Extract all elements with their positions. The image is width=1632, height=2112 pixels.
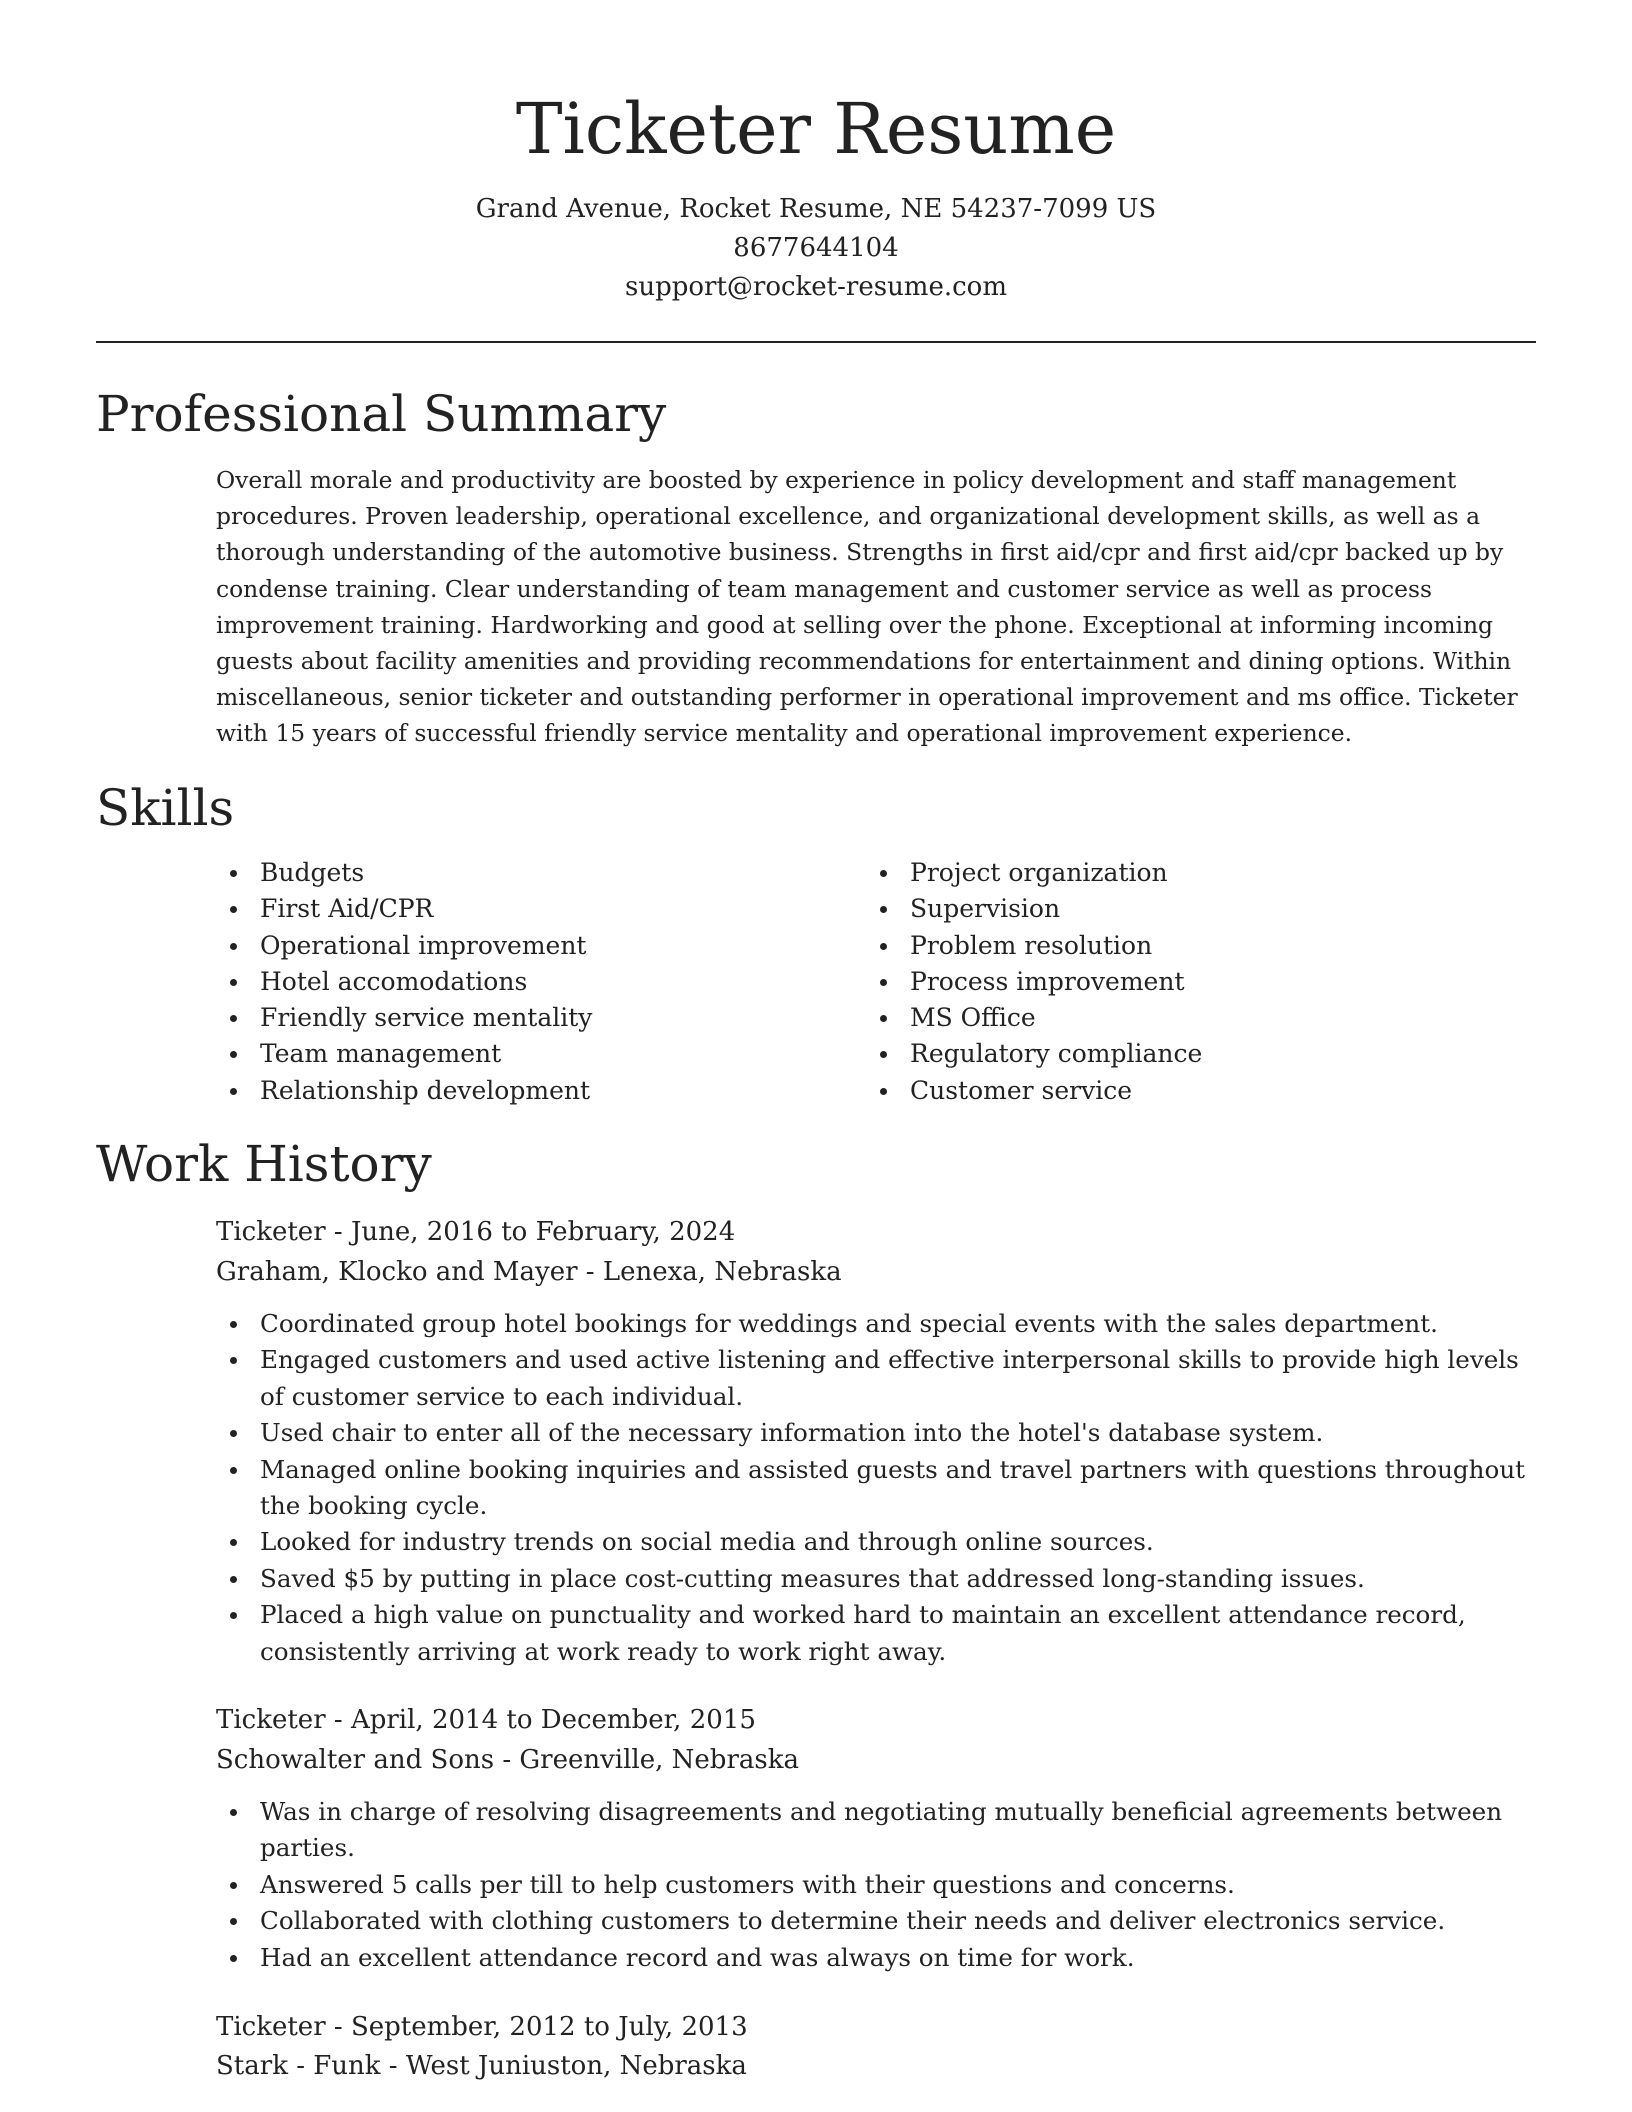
duty-item: Collaborated with clothing customers to determine their needs and deliver electronics service. <box>216 1903 1536 1939</box>
duty-item: Coordinated group hotel bookings for weddings and special events with the sales department. <box>216 1306 1536 1342</box>
skill-item: Problem resolution <box>866 928 1466 964</box>
work-history-heading: Work History <box>96 1135 432 1193</box>
contact-address: Grand Avenue, Rocket Resume, NE 54237-7099 US <box>475 194 1157 224</box>
skill-item: Team management <box>216 1036 816 1072</box>
summary-text: Overall morale and productivity are boosted by experience in policy development and staff management procedures. Proven leadership, operational excellence, and organizational development skills, as well as a thorough understanding of the automotive business. Strengths in first aid/cpr and first aid/cpr backed up by condense training. Clear understanding of team management and customer service as well as process improvement training. Hardworking and good at selling over the phone. Exceptional at informing incoming guests about facility amenities and providing recommendations for entertainment and dining options. Within miscellaneous, senior ticketer and outstanding performer in operational improvement and ms office. Ticketer with 15 years of successful friendly service mentality and operational improvement experience. <box>216 466 1518 748</box>
duty-item: Saved $5 by putting in place cost-cutting measures that addressed long-standing issues. <box>216 1561 1536 1597</box>
skill-item: Friendly service mentality <box>216 1000 816 1036</box>
job-company-line: Schowalter and Sons - Greenville, Nebraska <box>216 1745 799 1775</box>
duty-item: Looked for industry trends on social media and through online sources. <box>216 1524 1536 1560</box>
skill-item: Budgets <box>216 855 816 891</box>
job-duties-list <box>216 1794 1536 1976</box>
skills-list-left <box>216 855 816 1109</box>
duty-item: Placed a high value on punctuality and worked hard to maintain an excellent attendance record, consistently arriving at work ready to work right away. <box>216 1597 1536 1670</box>
skill-item: Operational improvement <box>216 928 816 964</box>
contact-phone: 8677644104 <box>733 233 899 263</box>
skills-list-right <box>866 855 1466 1109</box>
duty-item: Was in charge of resolving disagreements and negotiating mutually beneficial agreements between parties. <box>216 1794 1536 1867</box>
job-title-line: Ticketer - September, 2012 to July, 2013 <box>216 2012 748 2042</box>
job-company-line: Stark - Funk - West Juniuston, Nebraska <box>216 2051 747 2081</box>
job-title-line: Ticketer - April, 2014 to December, 2015 <box>216 1705 756 1735</box>
duty-item: Used chair to enter all of the necessary information into the hotel's database system. <box>216 1415 1536 1451</box>
skills-heading: Skills <box>96 779 235 837</box>
resume-name: Ticketer Resume <box>515 88 1117 170</box>
skill-item: Relationship development <box>216 1073 816 1109</box>
skill-item: Process improvement <box>866 964 1466 1000</box>
skill-item: MS Office <box>866 1000 1466 1036</box>
duty-item: Engaged customers and used active listening and effective interpersonal skills to provide high levels of customer service to each individual. <box>216 1342 1536 1415</box>
contact-email: support@rocket-resume.com <box>624 272 1007 302</box>
duty-item: Answered 5 calls per till to help customers with their questions and concerns. <box>216 1867 1536 1903</box>
skill-item: Customer service <box>866 1073 1466 1109</box>
job-company-line: Graham, Klocko and Mayer - Lenexa, Nebraska <box>216 1257 842 1287</box>
skill-item: Hotel accomodations <box>216 964 816 1000</box>
job-duties-list <box>216 1306 1536 1670</box>
duty-item: Managed online booking inquiries and assisted guests and travel partners with questions throughout the booking cycle. <box>216 1452 1536 1525</box>
skill-item: First Aid/CPR <box>216 891 816 927</box>
duty-item: Had an excellent attendance record and was always on time for work. <box>216 1940 1536 1976</box>
job-title-line: Ticketer - June, 2016 to February, 2024 <box>216 1217 736 1247</box>
skill-item: Supervision <box>866 891 1466 927</box>
header-divider <box>96 341 1536 343</box>
skill-item: Regulatory compliance <box>866 1036 1466 1072</box>
summary-heading: Professional Summary <box>96 385 667 443</box>
skill-item: Project organization <box>866 855 1466 891</box>
